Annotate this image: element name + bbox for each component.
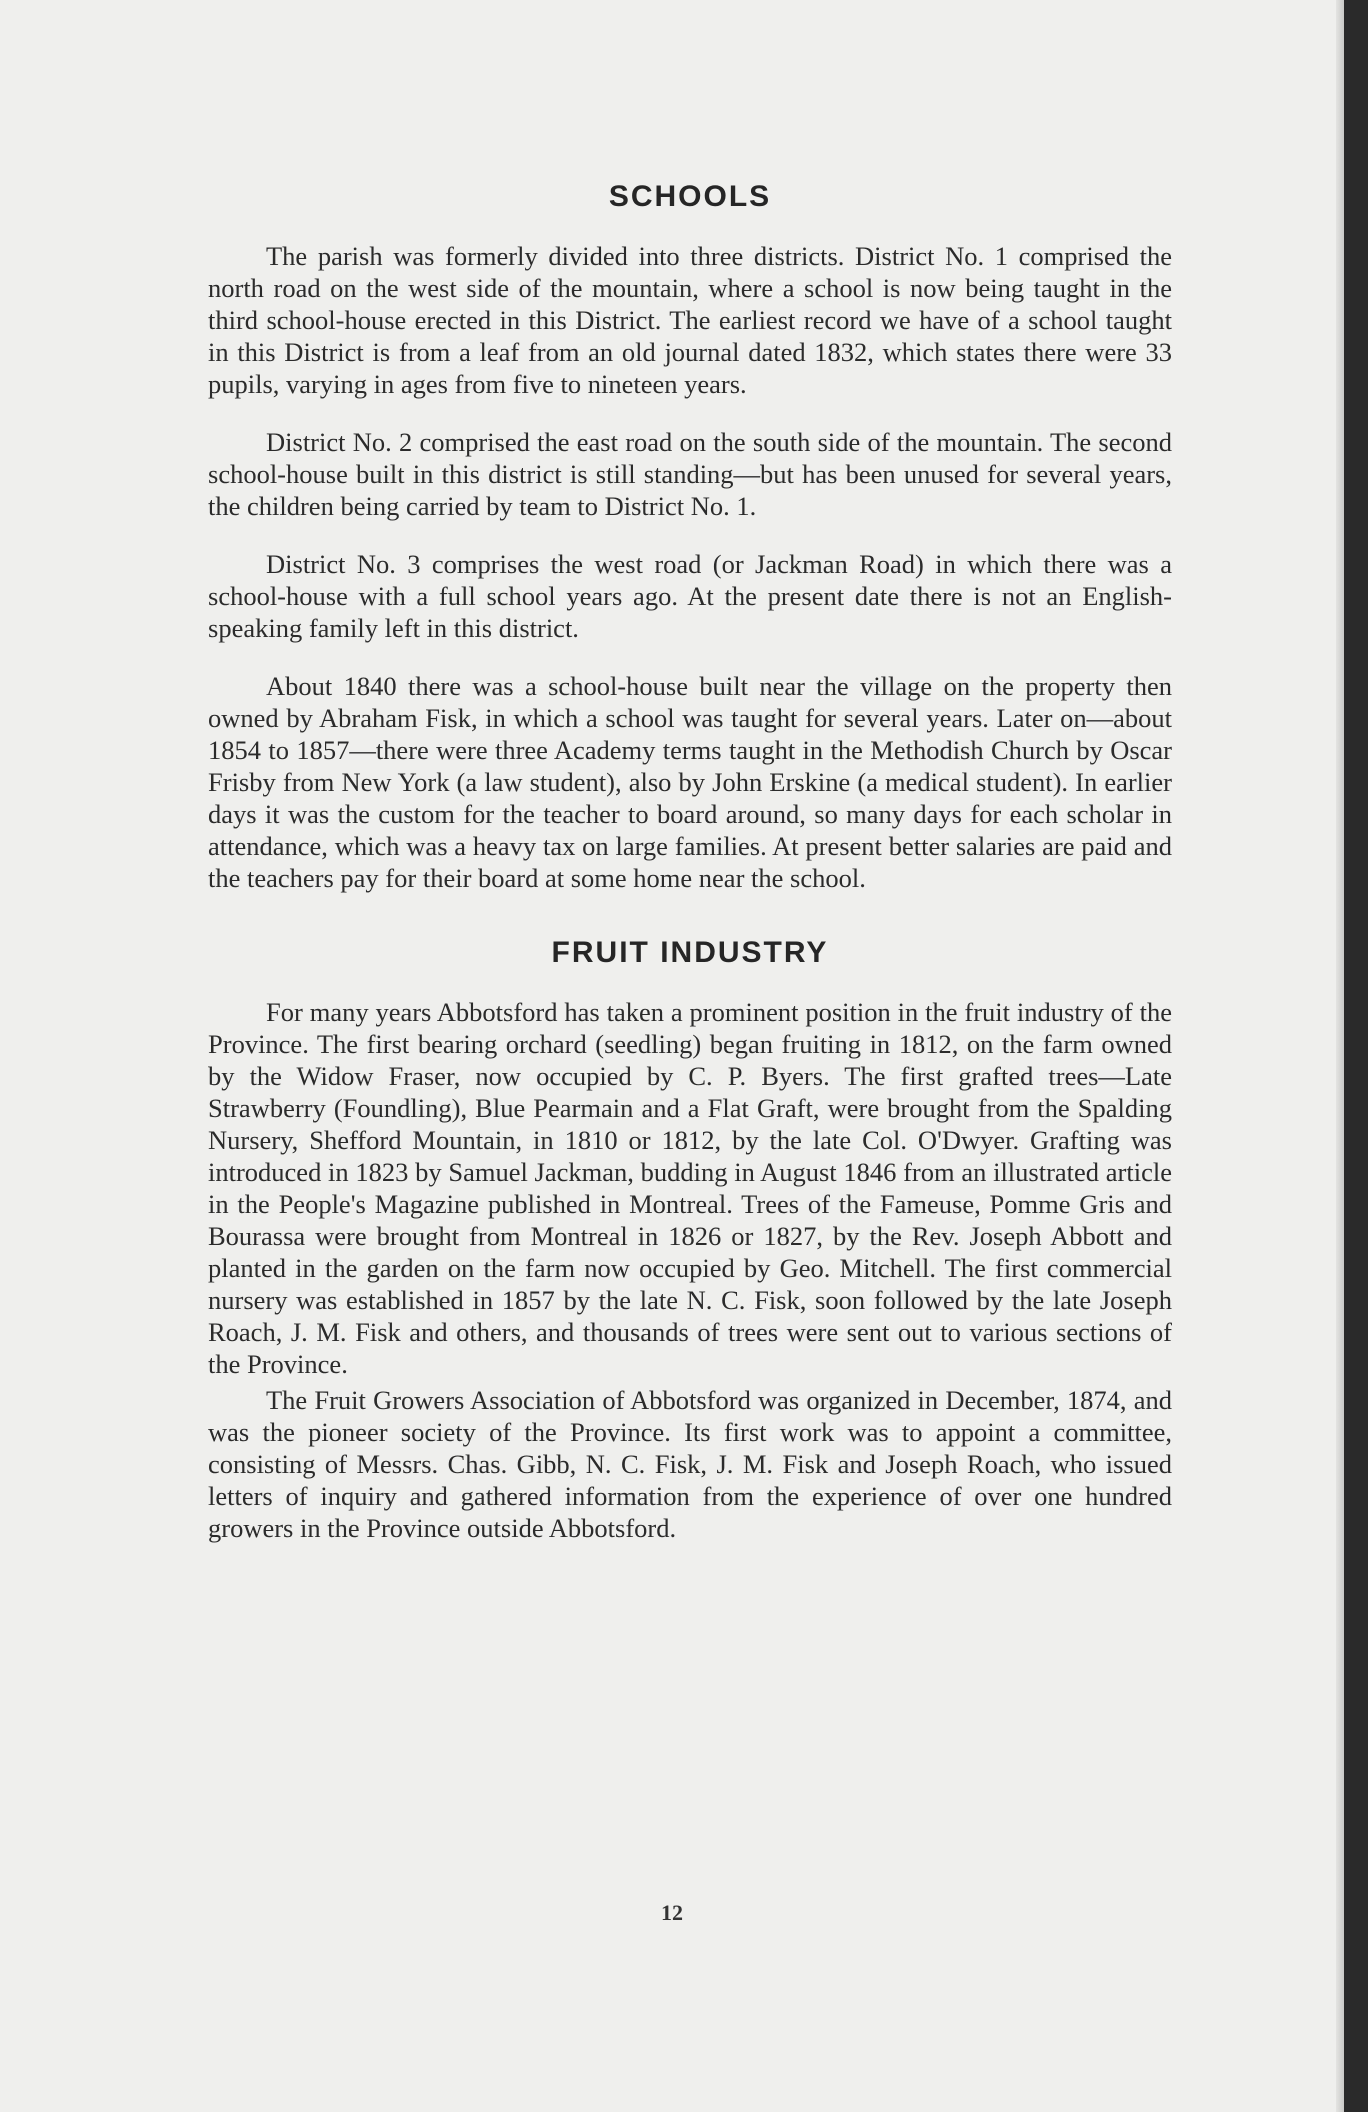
page-number: 12 <box>661 1900 683 1925</box>
fruit-paragraph-2: The Fruit Growers Association of Abbotsford was organized in December, 1874, and was the pioneer society of the Province. Its first work was to appoint a committee, consisting of Messrs. Chas. Gibb, N. C. Fisk, J. M. Fisk and Joseph Roach, who issued letters of inquiry and gathered information from the experience of over one hundred growers in the Province outside Abbotsford. <box>208 1385 1172 1543</box>
schools-paragraph-3: District No. 3 comprises the west road (or Jackman Road) in which there was a school-house with a full school years ago. At the present date there is not an English-speaking family left in this district. <box>208 549 1172 643</box>
book-spine-edge <box>1344 0 1368 2112</box>
page-edge-shadow <box>1336 0 1344 2112</box>
schools-paragraph-1: The parish was formerly divided into three districts. District No. 1 comprised the north road on the west side of the mountain, where a school is now being taught in the third school-house erected in this District. The earliest record we have of a school taught in this District is from a leaf from an old journal dated 1832, which states there were 33 pupils, varying in ages from five to nineteen years. <box>208 241 1172 399</box>
schools-paragraph-2: District No. 2 comprised the east road on the south side of the mountain. The second school-house built in this district is still standing—but has been unused for several years, the children being carried by team to District No. 1. <box>208 427 1172 521</box>
schools-paragraph-4: About 1840 there was a school-house built near the village on the property then owned by Abraham Fisk, in which a school was taught for several years. Later on—about 1854 to 1857—there were three Academy terms taught in the Methodish Church by Oscar Frisby from New York (a law student), also by John Erskine (a medical student). In earlier days it was the custom for the teacher to board around, so many days for each scholar in attendance, which was a heavy tax on large families. At present better salaries are paid and the teachers pay for their board at some home near the school. <box>208 671 1172 893</box>
fruit-industry-heading: FRUIT INDUSTRY <box>551 936 829 969</box>
schools-heading: SCHOOLS <box>608 180 772 213</box>
text-column <box>208 180 1172 1570</box>
fruit-paragraph-1: For many years Abbotsford has taken a prominent position in the fruit industry of the Province. The first bearing orchard (seedling) began fruiting in 1812, on the farm owned by the Widow Fraser, now occupied by C. P. Byers. The first grafted trees—Late Strawberry (Foundling), Blue Pearmain and a Flat Graft, were brought from the Spalding Nursery, Shefford Mountain, in 1810 or 1812, by the late Col. O'Dwyer. Grafting was introduced in 1823 by Samuel Jackman, budding in August 1846 from an illustrated article in the People's Magazine published in Montreal. Trees of the Fameuse, Pomme Gris and Bourassa were brought from Montreal in 1826 or 1827, by the Rev. Joseph Abbott and planted in the garden on the farm now occupied by Geo. Mitchell. The first commercial nursery was established in 1857 by the late N. C. Fisk, soon followed by the late Joseph Roach, J. M. Fisk and others, and thousands of trees were sent out to various sections of the Province. <box>208 997 1172 1379</box>
